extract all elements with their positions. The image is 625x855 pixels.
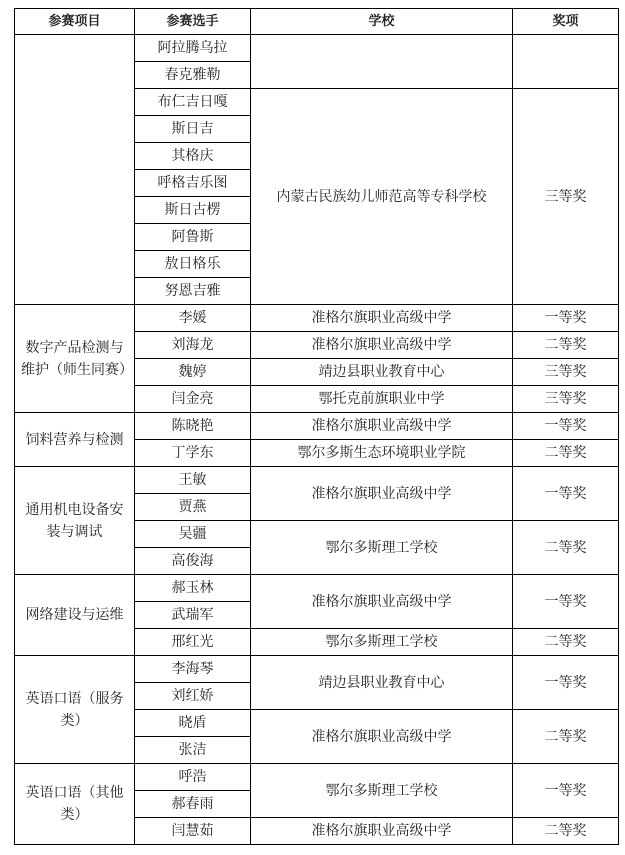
player-cell: 丁学东 bbox=[135, 440, 251, 467]
project-cell bbox=[15, 305, 135, 413]
school-cell: 准格尔旗职业高级中学 bbox=[251, 413, 513, 440]
school-cell: 鄂托克前旗职业中学 bbox=[251, 386, 513, 413]
player-cell: 布仁吉日嘎 bbox=[135, 89, 251, 116]
award-cell: 一等奖 bbox=[513, 305, 619, 332]
project-cell bbox=[15, 764, 135, 845]
award-cell: 一等奖 bbox=[513, 764, 619, 818]
project-label: 网络建设与运维 bbox=[25, 607, 124, 623]
player-cell: 武瑞军 bbox=[135, 602, 251, 629]
player-cell: 闫金亮 bbox=[135, 386, 251, 413]
table-row bbox=[15, 575, 619, 602]
award-cell: 二等奖 bbox=[513, 440, 619, 467]
player-cell: 郝玉林 bbox=[135, 575, 251, 602]
school-cell: 鄂尔多斯理工学校 bbox=[251, 629, 513, 656]
award-cell: 二等奖 bbox=[513, 521, 619, 575]
player-cell: 努恩吉雅 bbox=[135, 278, 251, 305]
project-cell bbox=[15, 35, 135, 305]
player-cell: 贾燕 bbox=[135, 494, 251, 521]
player-cell: 高俊海 bbox=[135, 548, 251, 575]
school-cell: 准格尔旗职业高级中学 bbox=[251, 818, 513, 845]
school-cell: 准格尔旗职业高级中学 bbox=[251, 305, 513, 332]
school-cell: 鄂尔多斯理工学校 bbox=[251, 764, 513, 818]
school-cell: 鄂尔多斯理工学校 bbox=[251, 521, 513, 575]
table-row bbox=[15, 467, 619, 494]
player-cell: 邢红光 bbox=[135, 629, 251, 656]
school-cell: 靖边县职业教育中心 bbox=[251, 359, 513, 386]
player-cell: 呼格吉乐图 bbox=[135, 170, 251, 197]
project-label: 数字产品检测与维护（师生同赛） bbox=[21, 339, 133, 378]
table-row bbox=[15, 305, 619, 332]
award-cell: 一等奖 bbox=[513, 656, 619, 710]
player-cell: 晓盾 bbox=[135, 710, 251, 737]
award-cell bbox=[513, 35, 619, 89]
player-cell: 阿拉腾乌拉 bbox=[135, 35, 251, 62]
project-cell bbox=[15, 656, 135, 764]
award-cell: 一等奖 bbox=[513, 467, 619, 521]
player-cell: 呼浩 bbox=[135, 764, 251, 791]
header-player: 参赛选手 bbox=[135, 9, 251, 35]
project-label: 英语口语（其他类） bbox=[25, 785, 124, 823]
school-cell: 准格尔旗职业高级中学 bbox=[251, 467, 513, 521]
player-cell: 李媛 bbox=[135, 305, 251, 332]
project-cell bbox=[15, 575, 135, 656]
award-cell: 二等奖 bbox=[513, 629, 619, 656]
project-label: 英语口语（服务类） bbox=[25, 690, 124, 729]
header-award: 奖项 bbox=[513, 9, 619, 35]
award-cell: 一等奖 bbox=[513, 575, 619, 629]
table-row bbox=[15, 764, 619, 791]
player-cell: 魏婷 bbox=[135, 359, 251, 386]
school-cell: 鄂尔多斯生态环境职业学院 bbox=[251, 440, 513, 467]
project-cell bbox=[15, 413, 135, 467]
player-cell: 闫慧茹 bbox=[135, 818, 251, 845]
award-cell: 二等奖 bbox=[513, 332, 619, 359]
school-cell: 准格尔旗职业高级中学 bbox=[251, 332, 513, 359]
table-row bbox=[15, 35, 619, 62]
player-cell: 刘红娇 bbox=[135, 683, 251, 710]
table-row bbox=[15, 656, 619, 683]
project-label: 饲料营养与检测 bbox=[25, 431, 124, 448]
header-project: 参赛项目 bbox=[15, 9, 135, 35]
school-cell: 准格尔旗职业高级中学 bbox=[251, 710, 513, 764]
table-row bbox=[15, 413, 619, 440]
player-cell: 张洁 bbox=[135, 737, 251, 764]
player-cell: 斯日古楞 bbox=[135, 197, 251, 224]
player-cell: 其格庆 bbox=[135, 143, 251, 170]
award-cell: 二等奖 bbox=[513, 818, 619, 845]
header-school: 学校 bbox=[251, 9, 513, 35]
award-cell: 二等奖 bbox=[513, 710, 619, 764]
player-cell: 阿鲁斯 bbox=[135, 224, 251, 251]
project-label: 通用机电设备安装与调试 bbox=[25, 501, 124, 540]
school-cell: 准格尔旗职业高级中学 bbox=[251, 575, 513, 629]
award-cell: 三等奖 bbox=[513, 386, 619, 413]
project-cell bbox=[15, 467, 135, 575]
player-cell: 刘海龙 bbox=[135, 332, 251, 359]
results-table bbox=[14, 8, 619, 845]
player-cell: 郝春雨 bbox=[135, 791, 251, 818]
player-cell: 陈晓艳 bbox=[135, 413, 251, 440]
player-cell: 王敏 bbox=[135, 467, 251, 494]
school-cell bbox=[251, 35, 513, 89]
header-row bbox=[15, 9, 619, 35]
school-cell: 靖边县职业教育中心 bbox=[251, 656, 513, 710]
player-cell: 春克雅勒 bbox=[135, 62, 251, 89]
player-cell: 斯日吉 bbox=[135, 116, 251, 143]
award-cell: 一等奖 bbox=[513, 413, 619, 440]
award-cell: 三等奖 bbox=[513, 359, 619, 386]
school-cell: 内蒙古民族幼儿师范高等专科学校 bbox=[251, 89, 513, 305]
player-cell: 李海琴 bbox=[135, 656, 251, 683]
award-cell: 三等奖 bbox=[513, 89, 619, 305]
player-cell: 吴疆 bbox=[135, 521, 251, 548]
player-cell: 敖日格乐 bbox=[135, 251, 251, 278]
